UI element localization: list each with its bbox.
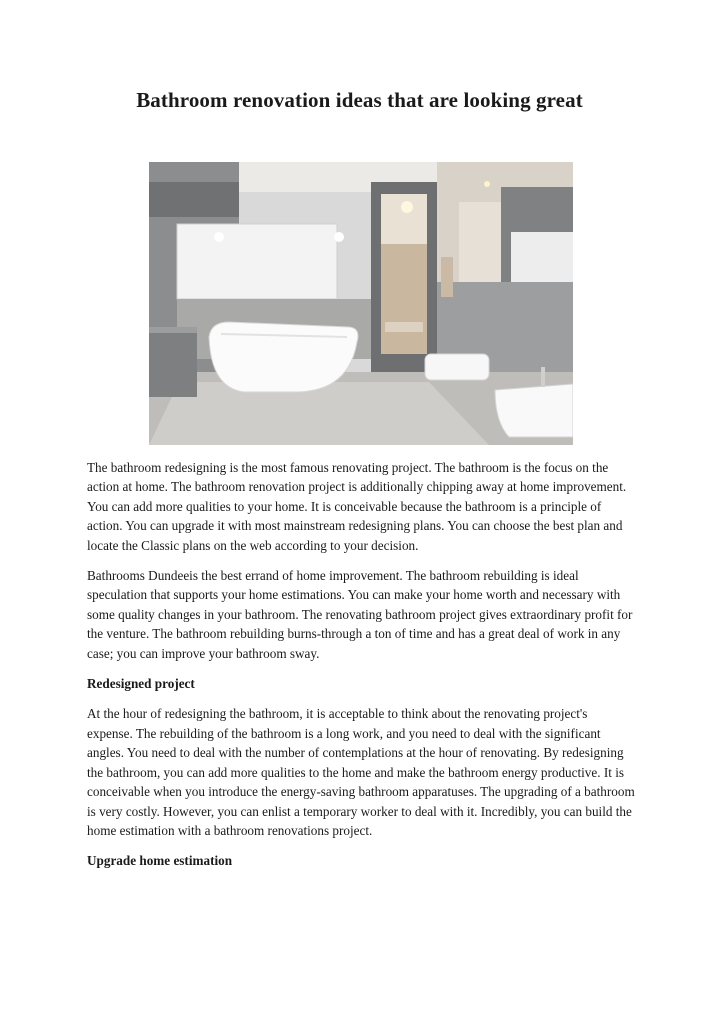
paragraph-3: At the hour of redesigning the bathroom, it is acceptable to think about the renovating project's expense. The rebuilding of the bathroom is a long work, and you need to deal with the significant angles. You need to deal with the number of contemplations at the hour of renovating. By redesigning the bathroom, you can add more qualities to the home and make the bathroom energy productive. It is conceivable when you introduce the energy-saving bathroom apparatuses. The upgrading of a bathroom is very costly. However, you can enlist a temporary worker to deal with it. Incredibly, you can build the home estimation with a bathroom renovations project. <box>87 706 635 838</box>
paragraph-2: Bathrooms Dundeeis the best errand of home improvement. The bathroom rebuilding is ideal speculation that supports your home estimations. You can make your home worth and necessary with some quality changes in your bathroom. The renovating bathroom project gives extraordinary profit for the venture. The bathroom rebuilding burns-through a ton of time and has a great deal of work in any case; you can improve your bathroom sway. <box>87 568 633 661</box>
bathroom-illustration <box>149 162 573 445</box>
section-heading-redesigned-project: Redesigned project <box>87 676 195 692</box>
bathroom-photo <box>149 162 573 445</box>
paragraph-1: The bathroom redesigning is the most famous renovating project. The bathroom is the focus on the action at home. The bathroom renovation project is additionally chipping away at home improvement. You can add more qualities to your home. It is conceivable because the bathroom is a principle of action. You can upgrade it with most mainstream redesigning plans. You can choose the best plan and locate the Classic plans on the web according to your decision. <box>87 460 627 553</box>
page-title: Bathroom renovation ideas that are looking great <box>136 88 583 112</box>
section-heading-upgrade-home-estimation: Upgrade home estimation <box>87 853 233 869</box>
article-body <box>87 458 635 882</box>
